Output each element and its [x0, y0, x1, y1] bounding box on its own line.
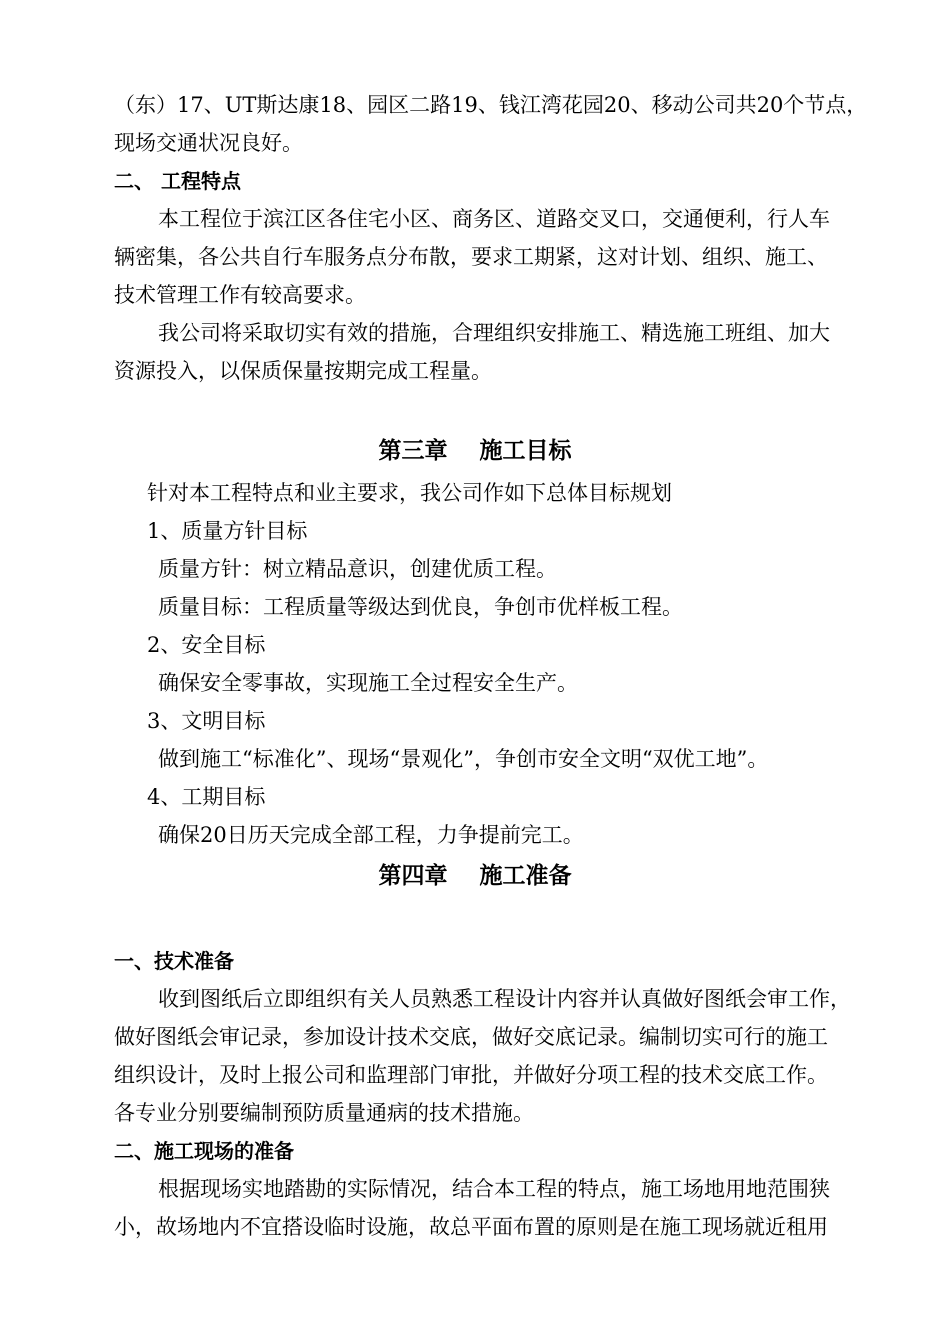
paragraph-line: 各专业分别要编制预防质量通病的技术措施。	[114, 1101, 534, 1125]
period-text: 确保20日历天完成全部工程，力争提前完工。	[158, 823, 584, 847]
chapter3-intro: 针对本工程特点和业主要求，我公司作如下总体目标规划	[147, 481, 672, 505]
paragraph-line: 资源投入，以保质保量按期完成工程量。	[114, 359, 492, 383]
goal-heading-quality: 1、质量方针目标	[147, 519, 308, 543]
chapter-title-4: 第四章 施工准备	[378, 863, 572, 889]
quality-policy: 质量方针：树立精品意识，创建优质工程。	[158, 557, 557, 581]
paragraph-line: 我公司将采取切实有效的措施，合理组织安排施工、精选施工班组、加大	[158, 321, 830, 345]
section-heading-tech: 一、技术准备	[114, 949, 234, 973]
safety-text: 确保安全零事故，实现施工全过程安全生产。	[158, 671, 578, 695]
paragraph-line: 收到图纸后立即组织有关人员熟悉工程设计内容并认真做好图纸会审工作，	[158, 987, 851, 1011]
chapter-title-3: 第三章 施工目标	[378, 438, 572, 464]
paragraph-line: 根据现场实地踏勘的实际情况，结合本工程的特点，施工场地用地范围狭	[158, 1177, 830, 1201]
quality-goal: 质量目标：工程质量等级达到优良，争创市优样板工程。	[158, 595, 683, 619]
civil-text: 做到施工“标准化”、现场“景观化”，争创市安全文明“双优工地”。	[158, 747, 769, 771]
paragraph-line: 组织设计，及时上报公司和监理部门审批，并做好分项工程的技术交底工作。	[114, 1063, 828, 1087]
section-heading-site: 二、施工现场的准备	[114, 1139, 294, 1163]
section-heading-features: 二、 工程特点	[114, 169, 241, 193]
paragraph-line: 小，故场地内不宜搭设临时设施，故总平面布置的原则是在施工现场就近租用	[114, 1215, 828, 1239]
intro-line-2: 现场交通状况良好。	[114, 131, 303, 155]
intro-line-1: （东）17、UT斯达康18、园区二路19、钱江湾花园20、移动公司共20个节点，	[114, 93, 868, 117]
goal-heading-civil: 3、文明目标	[147, 709, 266, 733]
goal-heading-period: 4、工期目标	[147, 785, 266, 809]
paragraph-line: 技术管理工作有较高要求。	[114, 283, 366, 307]
paragraph-line: 本工程位于滨江区各住宅小区、商务区、道路交叉口，交通便利，行人车	[158, 207, 830, 231]
goal-heading-safety: 2、安全目标	[147, 633, 266, 657]
paragraph-line: 辆密集，各公共自行车服务点分布散，要求工期紧，这对计划、组织、施工、	[114, 245, 828, 269]
paragraph-line: 做好图纸会审记录，参加设计技术交底，做好交底记录。编制切实可行的施工	[114, 1025, 828, 1049]
